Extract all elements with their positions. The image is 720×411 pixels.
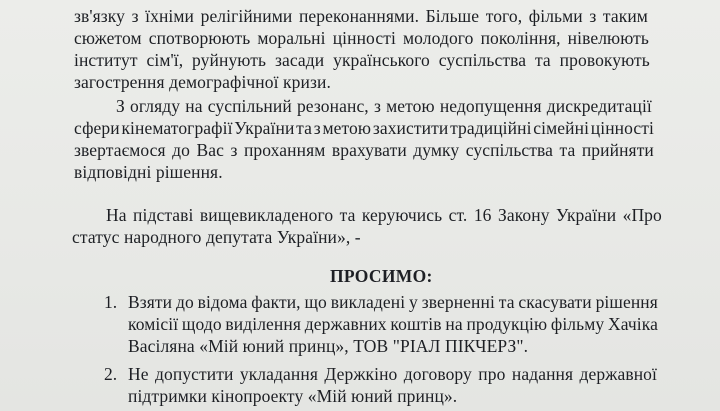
paragraph-2-line-2: сфери кінематографії України та з метою захистити традиційні сімейні цінності	[74, 118, 654, 138]
paragraph-1-line-4: загострення демографічної кризи.	[74, 72, 331, 92]
paragraph-3-line-1: На підставі вищевикладеного та керуючись ст. 16 Закону України «Про	[106, 205, 662, 225]
paragraph-2-line-3: звертаємося до Вас з проханням врахувати думку суспільства та прийняти	[74, 140, 654, 160]
item-2-line-1: Не допустити укладання Держкіно договору про надання державної	[128, 364, 657, 384]
item-1-number: 1.	[104, 292, 118, 312]
paragraph-1-line-1: зв'язку з їхніми релігійними переконаннями. Більше того, фільми з таким	[74, 6, 648, 26]
paragraph-3-line-2: статус народного депутата України», -	[72, 227, 361, 247]
item-2-number: 2.	[104, 364, 118, 384]
item-1-line-1: Взяти до відома факти, що викладені у зверненні та скасувати рішення	[128, 292, 658, 312]
paragraph-2-line-1: З огляду на суспільний резонанс, з метою недопущення дискредитації	[116, 96, 652, 116]
item-1-line-3: Васіляна «Мій юний принц», ТОВ "РІАЛ ПІКЧЕРЗ".	[128, 336, 529, 356]
paragraph-2-line-4: відповідні рішення.	[74, 162, 223, 182]
paragraph-1-line-3: інститут сім'ї, руйнують засади українського суспільства та провокують	[74, 50, 650, 70]
section-heading: ПРОСИМО:	[330, 266, 433, 286]
item-1-line-2: комісії щодо виділення державних коштів на продукцію фільму Хачіка	[128, 314, 658, 334]
item-2-line-2: підтримки кінопроекту «Мій юний принц».	[128, 386, 458, 406]
paragraph-1-line-2: сюжетом спотворюють моральні цінності молодого покоління, нівелюють	[74, 28, 649, 48]
